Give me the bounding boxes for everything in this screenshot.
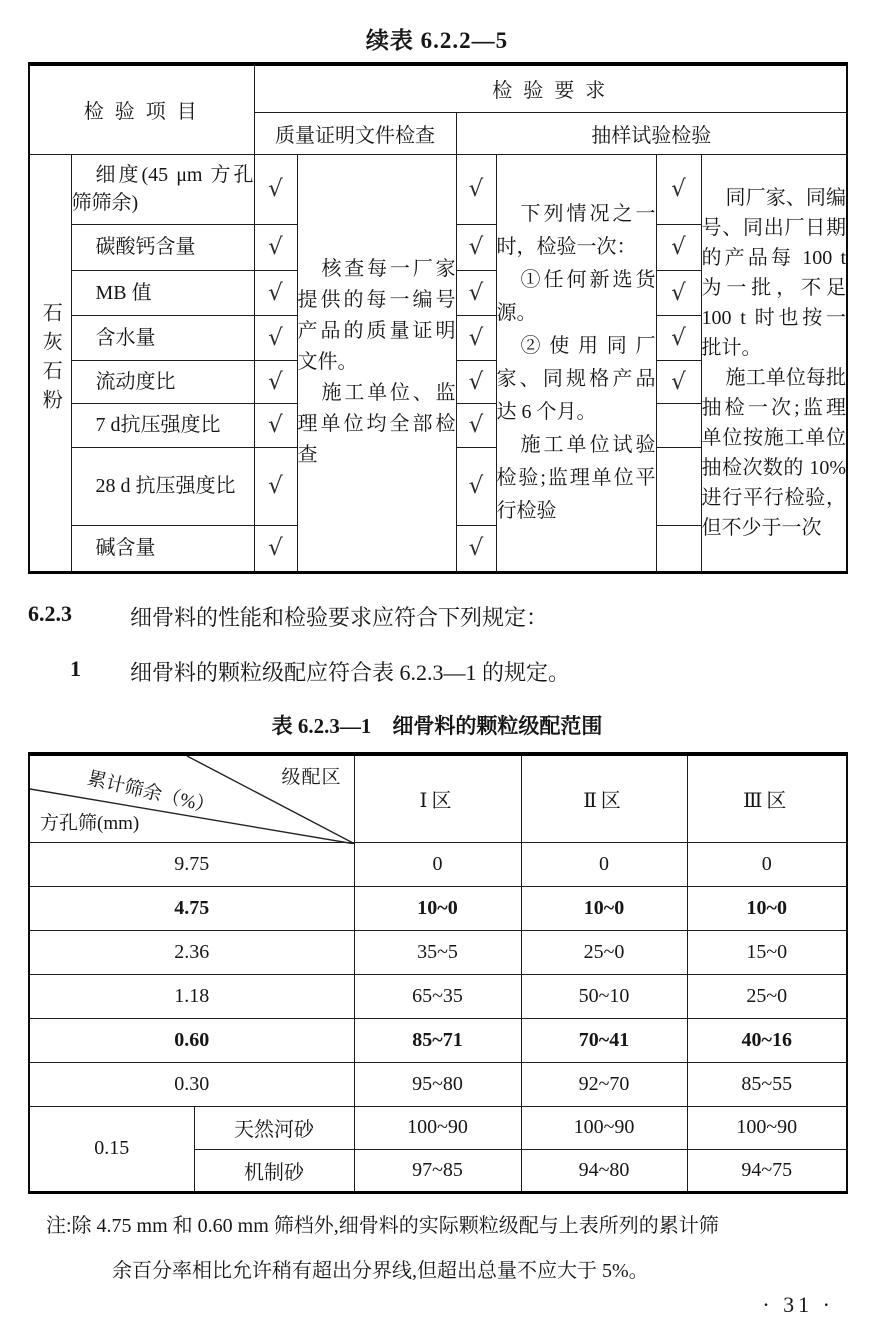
item-cell-mb-value: MB 值 [71,270,254,315]
material-group-cell [29,154,71,572]
header-doc-review: 质量证明文件检查 [254,112,456,154]
check-cell: √ [254,224,297,270]
doc-review-description [297,154,456,572]
value-cell: 65~35 [354,974,521,1018]
zone-header-1: Ⅰ区 [354,754,521,842]
sieve-size-cell: 1.18 [29,974,354,1018]
sieve-size-cell: 9.75 [29,842,354,886]
value-cell: 95~80 [354,1062,521,1106]
check-cell: √ [456,447,496,525]
value-cell: 94~80 [521,1149,687,1192]
check-cell: √ [656,224,701,270]
sieve-size-cell: 0.60 [29,1018,354,1062]
sampling-batch-description [701,154,847,572]
item-cell-fluidity-ratio: 流动度比 [71,360,254,403]
check-cell: √ [656,270,701,315]
check-cell: √ [456,270,496,315]
value-cell: 70~41 [521,1018,687,1062]
check-cell: √ [254,360,297,403]
value-cell: 85~55 [687,1062,847,1106]
value-cell: 85~71 [354,1018,521,1062]
value-cell: 10~0 [354,886,521,930]
clause-6-2-3-item-1 [28,656,838,687]
check-cell: √ [456,224,496,270]
check-cell: √ [456,525,496,572]
paragraph: ②使用同厂家、同规格产品达 6 个月。 [496,334,656,423]
check-cell: √ [456,403,496,447]
value-cell: 25~0 [521,930,687,974]
check-cell: √ [254,403,297,447]
value-cell: 35~5 [354,930,521,974]
value-cell: 92~70 [521,1062,687,1106]
page-number: · 31 · [762,1292,834,1317]
paragraph: ①任何新选货源。 [496,268,656,324]
item-cell-water-content: 含水量 [71,315,254,360]
paragraph: 下列情况之一时，检验一次： [496,202,656,258]
corner-label-square-sieve: 方孔筛(mm) [40,812,140,834]
corner-label-grading-zone: 级配区 [281,767,342,788]
check-cell-empty [656,403,701,447]
value-cell: 10~0 [521,886,687,930]
value-cell: 15~0 [687,930,847,974]
paragraph: 施工单位试验检验;监理单位平行检验 [496,433,656,522]
clause-6-2-3 [28,601,838,632]
check-cell-empty [656,525,701,572]
item-cell-7d-strength: 7 d抗压强度比 [71,403,254,447]
clause-number: 1 [70,656,81,681]
item-cell-caco3: 碳酸钙含量 [71,224,254,270]
check-cell: √ [456,360,496,403]
paragraph: 同厂家、同编号、同出厂日期的产品每 100 t 为一批，不足 100 t 时也按一批计。 [701,186,847,359]
check-cell-empty [656,447,701,525]
sand-type-label: 天然河砂 [194,1106,354,1149]
value-cell: 40~16 [687,1018,847,1062]
sieve-size-cell-015: 0.15 [29,1106,194,1192]
paragraph: 核查每一厂家提供的每一编号产品的质量证明文件。 [297,258,456,373]
paragraph: 施工单位、监理单位均全部检查 [297,382,456,466]
check-cell: √ [656,154,701,224]
clause-text: 细骨料的颗粒级配应符合表 6.2.3—1 的规定。 [130,660,571,685]
value-cell: 50~10 [521,974,687,1018]
note-line-2: 余百分率相比允许稍有超出分界线,但超出总量不应大于 5%。 [112,1260,649,1282]
header-inspection-items: 检 验 项 目 [29,64,254,154]
value-cell: 94~75 [687,1149,847,1192]
corner-label-cumulative-residue: 累计筛余（%） [85,768,217,818]
value-cell: 100~90 [687,1106,847,1149]
sieve-size-cell: 4.75 [29,886,354,930]
item-cell-28d-strength: 28 d 抗压强度比 [71,447,254,525]
check-cell: √ [656,315,701,360]
item-cell-alkali-content: 碱含量 [71,525,254,572]
item-cell-fineness: 细度(45 μm 方孔筛筛余) [71,154,254,224]
grading-range-table [28,752,848,1194]
sieve-size-cell: 2.36 [29,930,354,974]
value-cell: 0 [521,842,687,886]
check-cell: √ [254,270,297,315]
value-cell: 10~0 [687,886,847,930]
clause-number: 6.2.3 [28,601,72,626]
inspection-requirements-table [28,62,848,574]
zone-header-3: Ⅲ区 [687,754,847,842]
value-cell: 100~90 [354,1106,521,1149]
note-line-1: 注:除 4.75 mm 和 0.60 mm 筛档外,细骨料的实际颗粒级配与上表所列的累计筛 [46,1215,719,1237]
clause-text: 细骨料的性能和检验要求应符合下列规定： [130,605,549,630]
value-cell: 0 [687,842,847,886]
check-cell: √ [254,154,297,224]
material-group-label: 石灰石粉 [39,302,62,418]
check-cell: √ [254,525,297,572]
value-cell: 0 [354,842,521,886]
value-cell: 25~0 [687,974,847,1018]
check-cell: √ [456,315,496,360]
value-cell: 100~90 [521,1106,687,1149]
header-sampling-test: 抽样试验检验 [456,112,847,154]
check-cell: √ [656,360,701,403]
table-note [46,1204,838,1294]
header-inspection-requirements: 检 验 要 求 [254,64,847,112]
diagonal-header-cell [29,754,354,842]
value-cell: 97~85 [354,1149,521,1192]
check-cell: √ [254,447,297,525]
sand-type-label: 机制砂 [194,1149,354,1192]
grading-table-title: 表 6.2.3—1 细骨料的颗粒级配范围 [271,714,603,738]
zone-header-2: Ⅱ区 [521,754,687,842]
paragraph: 施工单位每批抽检一次;监理单位按施工单位抽检次数的 10%进行平行检验，但不少于一次 [701,366,847,539]
check-cell: √ [254,315,297,360]
continued-table-title: 续表 6.2.2—5 [365,28,509,53]
sieve-size-cell: 0.30 [29,1062,354,1106]
check-cell: √ [456,154,496,224]
sampling-condition-description [496,154,656,572]
